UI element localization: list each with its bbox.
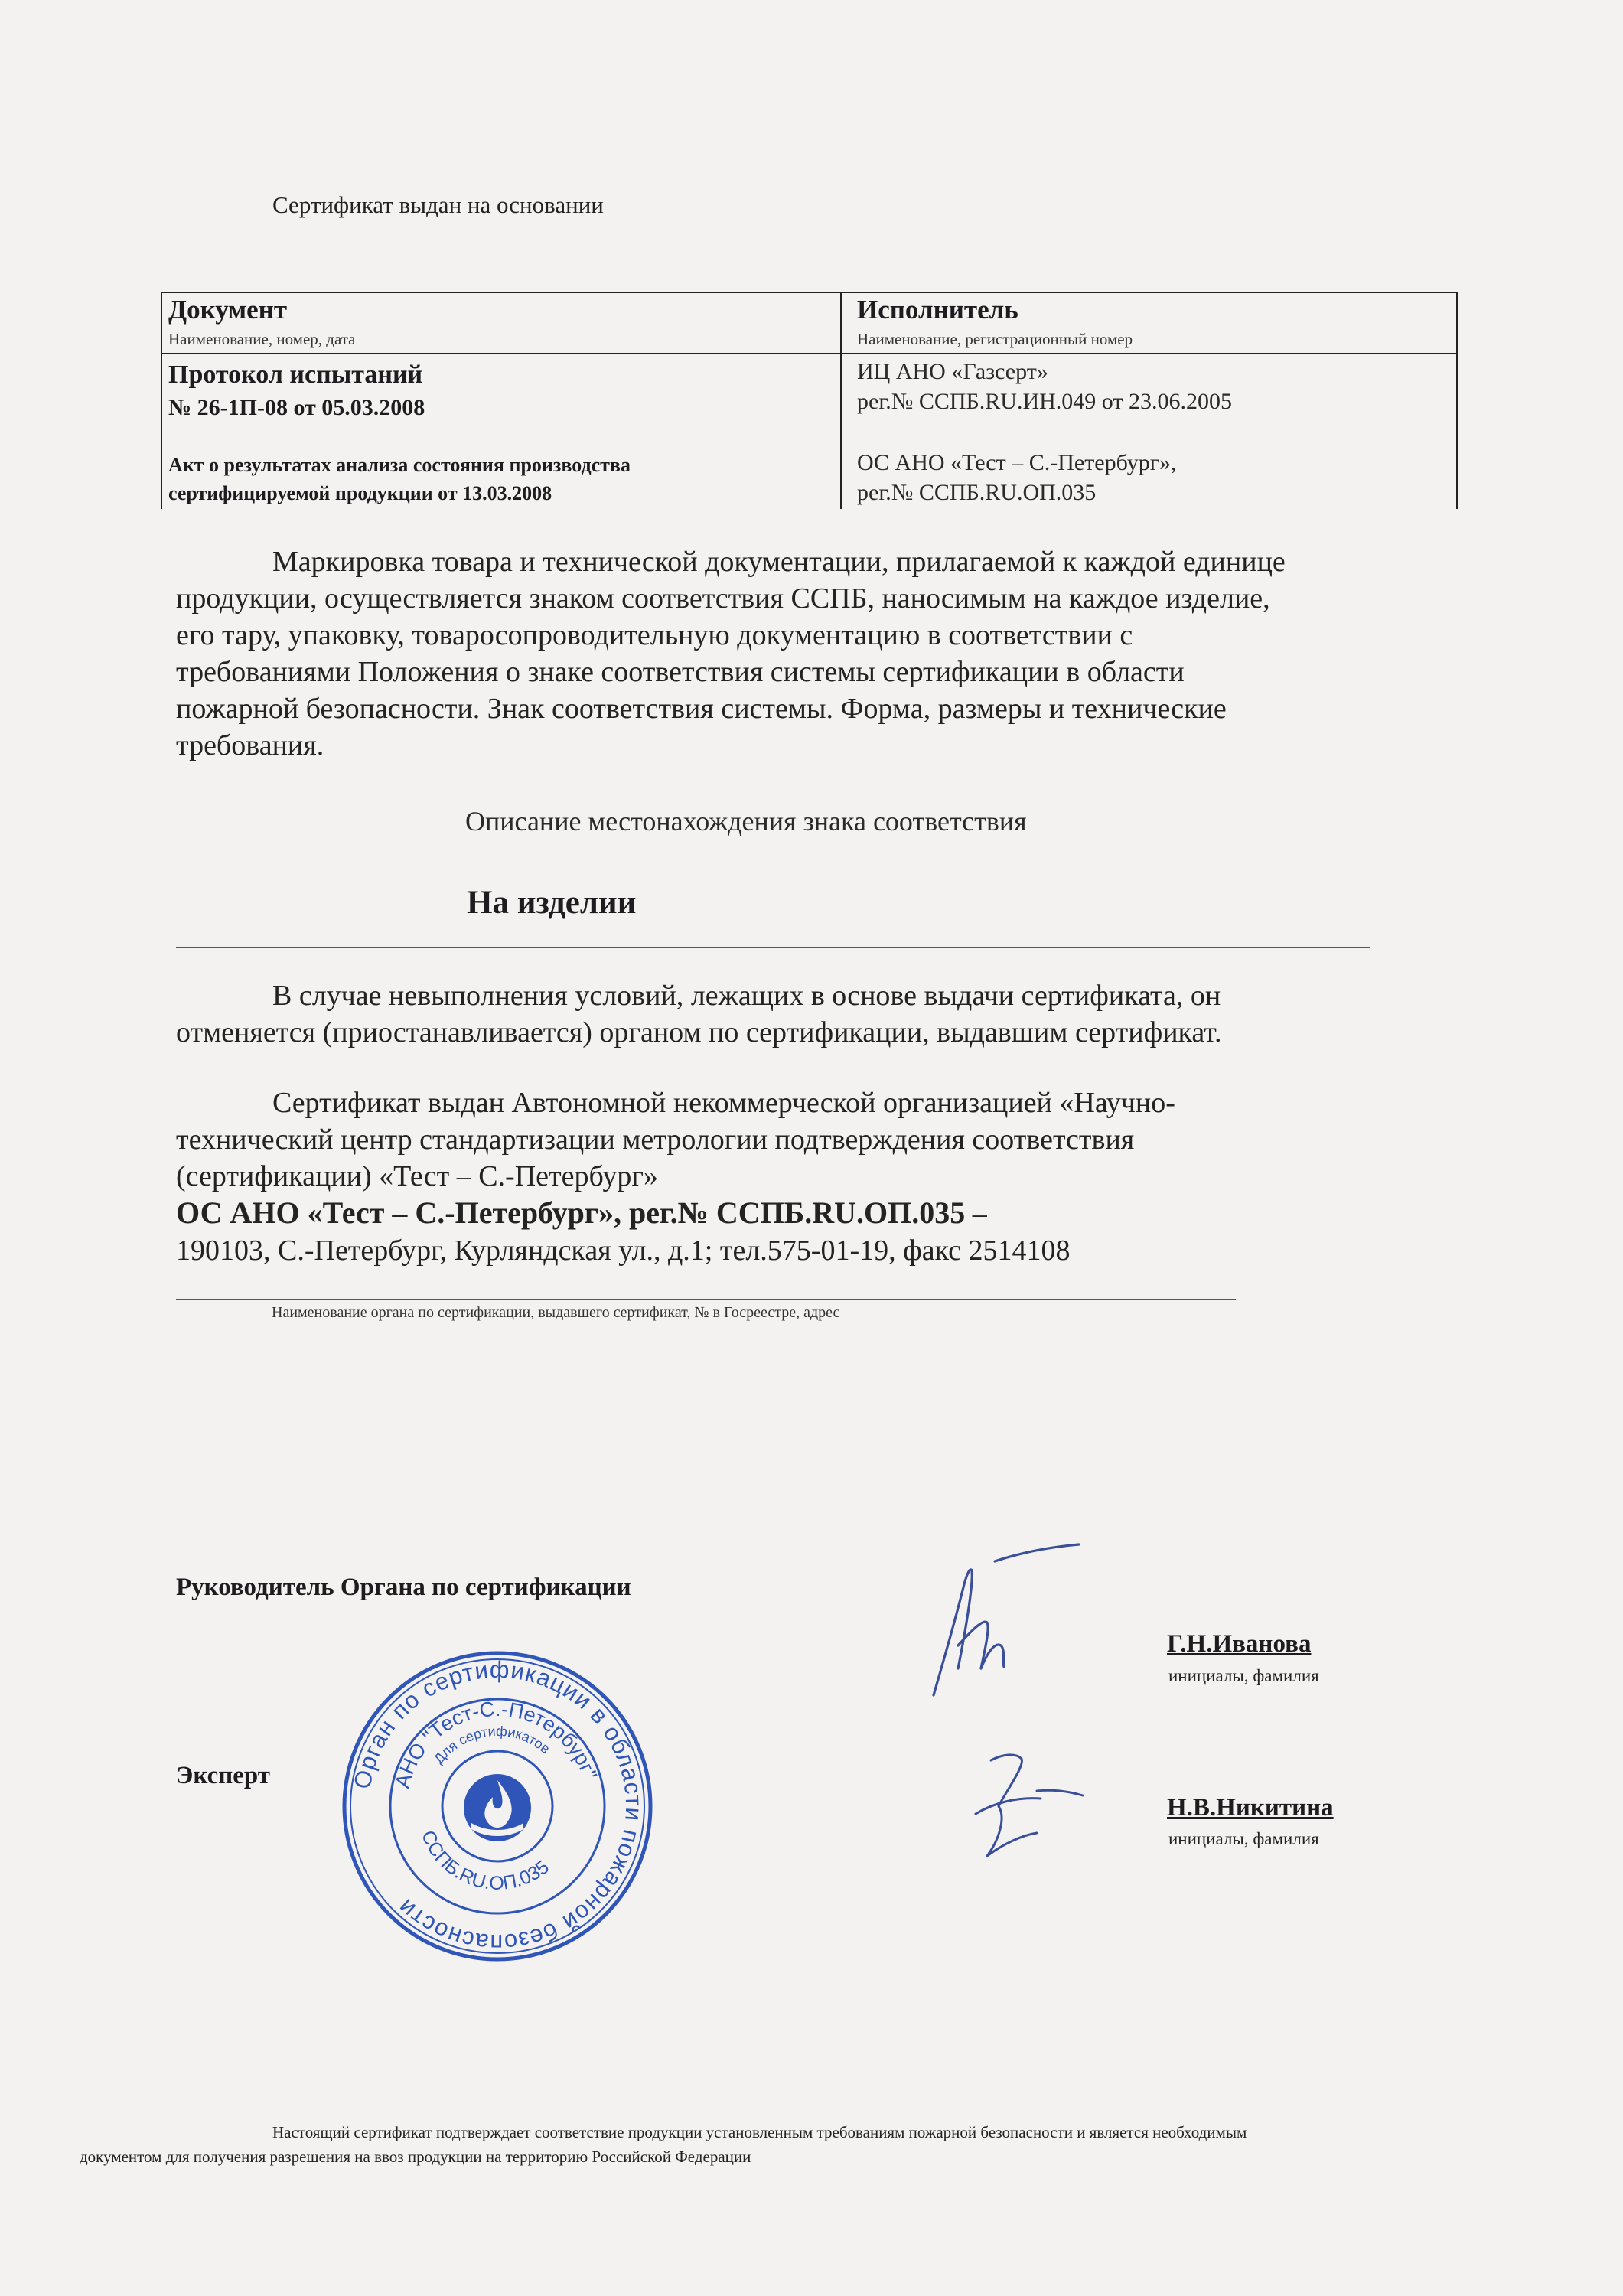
marking-line: требованиями Положения о знаке соответствия системы сертификации в области: [176, 656, 1185, 688]
cancellation-line: В случае невыполнения условий, лежащих в основе выдачи сертификата, он: [272, 980, 1221, 1012]
table-border-top: [161, 292, 1458, 293]
issuer-registration-tail: –: [965, 1198, 987, 1230]
issuer-line: технический центр стандартизации метрологии подтверждения соответствия: [176, 1124, 1135, 1156]
test-protocol-number: № 26-1П-08 от 05.03.2008: [168, 395, 425, 420]
issuer-caption: Наименование органа по сертификации, выдавшего сертификат, № в Госреестре, адрес: [272, 1304, 840, 1321]
cancellation-line: отменяется (приостанавливается) органом по сертификации, выдавшим сертификат.: [176, 1016, 1222, 1049]
head-of-body-caption: инициалы, фамилия: [1168, 1666, 1319, 1685]
executor-test-spb: [857, 448, 1177, 507]
table-border-right: [1456, 292, 1458, 509]
executor-gazsert-name: ИЦ АНО «Газсерт»: [857, 359, 1048, 384]
stamp-outer-text: Орган по сертификации в области пожарной безопасности: [348, 1655, 648, 1957]
issuer-underline: [176, 1299, 1236, 1300]
executor-test-spb-reg: рег.№ ССПБ.RU.ОП.035: [857, 480, 1097, 505]
stamp-inner-text: Для сертификатов: [431, 1723, 553, 1767]
executor-column-header: Исполнитель: [857, 295, 1018, 325]
stamp-middle-text: АНО "Тест-С.-Петербург": [390, 1697, 602, 1791]
flame-emblem-icon: [464, 1774, 531, 1841]
marking-line: пожарной безопасности. Знак соответствия системы. Форма, размеры и технические: [176, 693, 1227, 725]
expert-label: Эксперт: [176, 1762, 271, 1789]
production-analysis-act: [168, 451, 631, 507]
head-of-body-name: Г.Н.Иванова: [1167, 1630, 1312, 1658]
marking-line: Маркировка товара и технической документации, прилагаемой к каждой единице: [272, 546, 1286, 578]
basis-heading: Сертификат выдан на основании: [272, 191, 604, 218]
issuer-address: 190103, С.-Петербург, Курляндская ул., д.1; тел.575-01-19, факс 2514108: [176, 1234, 1071, 1267]
marking-line: продукции, осуществляется знаком соответствия ССПБ, наносимым на каждое изделие,: [176, 582, 1270, 615]
document-column-caption: Наименование, номер, дата: [168, 330, 356, 348]
act-line-2: сертифицируемой продукции от 13.03.2008: [168, 482, 552, 504]
table-border-left: [161, 292, 162, 509]
certification-body-stamp: [337, 1645, 658, 1967]
documents-table: [161, 292, 1458, 509]
expert-name: Н.В.Никитина: [1167, 1794, 1334, 1821]
marking-paragraph: [176, 543, 1400, 764]
marking-line: требования.: [176, 729, 324, 762]
executor-column-caption: Наименование, регистрационный номер: [857, 330, 1133, 348]
table-border-header: [161, 353, 1458, 354]
mark-location-heading: Описание местонахождения знака соответствия: [465, 806, 1027, 837]
executor-gazsert-reg: рег.№ ССПБ.RU.ИН.049 от 23.06.2005: [857, 389, 1232, 414]
mark-location-value: На изделии: [467, 885, 637, 921]
footer-line-1: Настоящий сертификат подтверждает соответствие продукции установленным требованиям пожарной безопасности и является необходимым: [272, 2123, 1247, 2141]
document-column-header: Документ: [168, 295, 288, 325]
cancellation-paragraph: [176, 977, 1400, 1051]
test-protocol-title: Протокол испытаний: [168, 360, 423, 389]
issuer-registration-line: [176, 1195, 1400, 1232]
table-column-divider: [840, 292, 842, 509]
issuer-line: (сертификации) «Тест – С.-Петербург»: [176, 1160, 658, 1192]
executor-gazsert: [857, 357, 1232, 416]
footer-line-2: документом для получения разрешения на ввоз продукции на территорию Российской Федерации: [80, 2148, 751, 2166]
stamp-reg-text: ССПБ.RU.ОП.035: [416, 1827, 553, 1894]
marking-line: его тару, упаковку, товаросопроводительную документацию в соответствии с: [176, 619, 1133, 651]
head-of-body-label: Руководитель Органа по сертификации: [176, 1574, 631, 1601]
head-signature: [911, 1538, 1110, 1707]
act-line-1: Акт о результатах анализа состояния производства: [168, 454, 631, 476]
issuer-paragraph: [176, 1084, 1400, 1269]
executor-test-spb-name: ОС АНО «Тест – С.-Петербург»,: [857, 450, 1177, 475]
issuer-registration-bold: ОС АНО «Тест – С.-Петербург», рег.№ ССПБ.RU.ОП.035: [176, 1195, 966, 1230]
legal-footer: [80, 2120, 1477, 2169]
expert-caption: инициалы, фамилия: [1168, 1829, 1319, 1848]
location-underline: [176, 947, 1370, 948]
issuer-line: Сертификат выдан Автономной некоммерческой организацией «Научно-: [272, 1087, 1175, 1119]
expert-signature: [960, 1745, 1098, 1867]
